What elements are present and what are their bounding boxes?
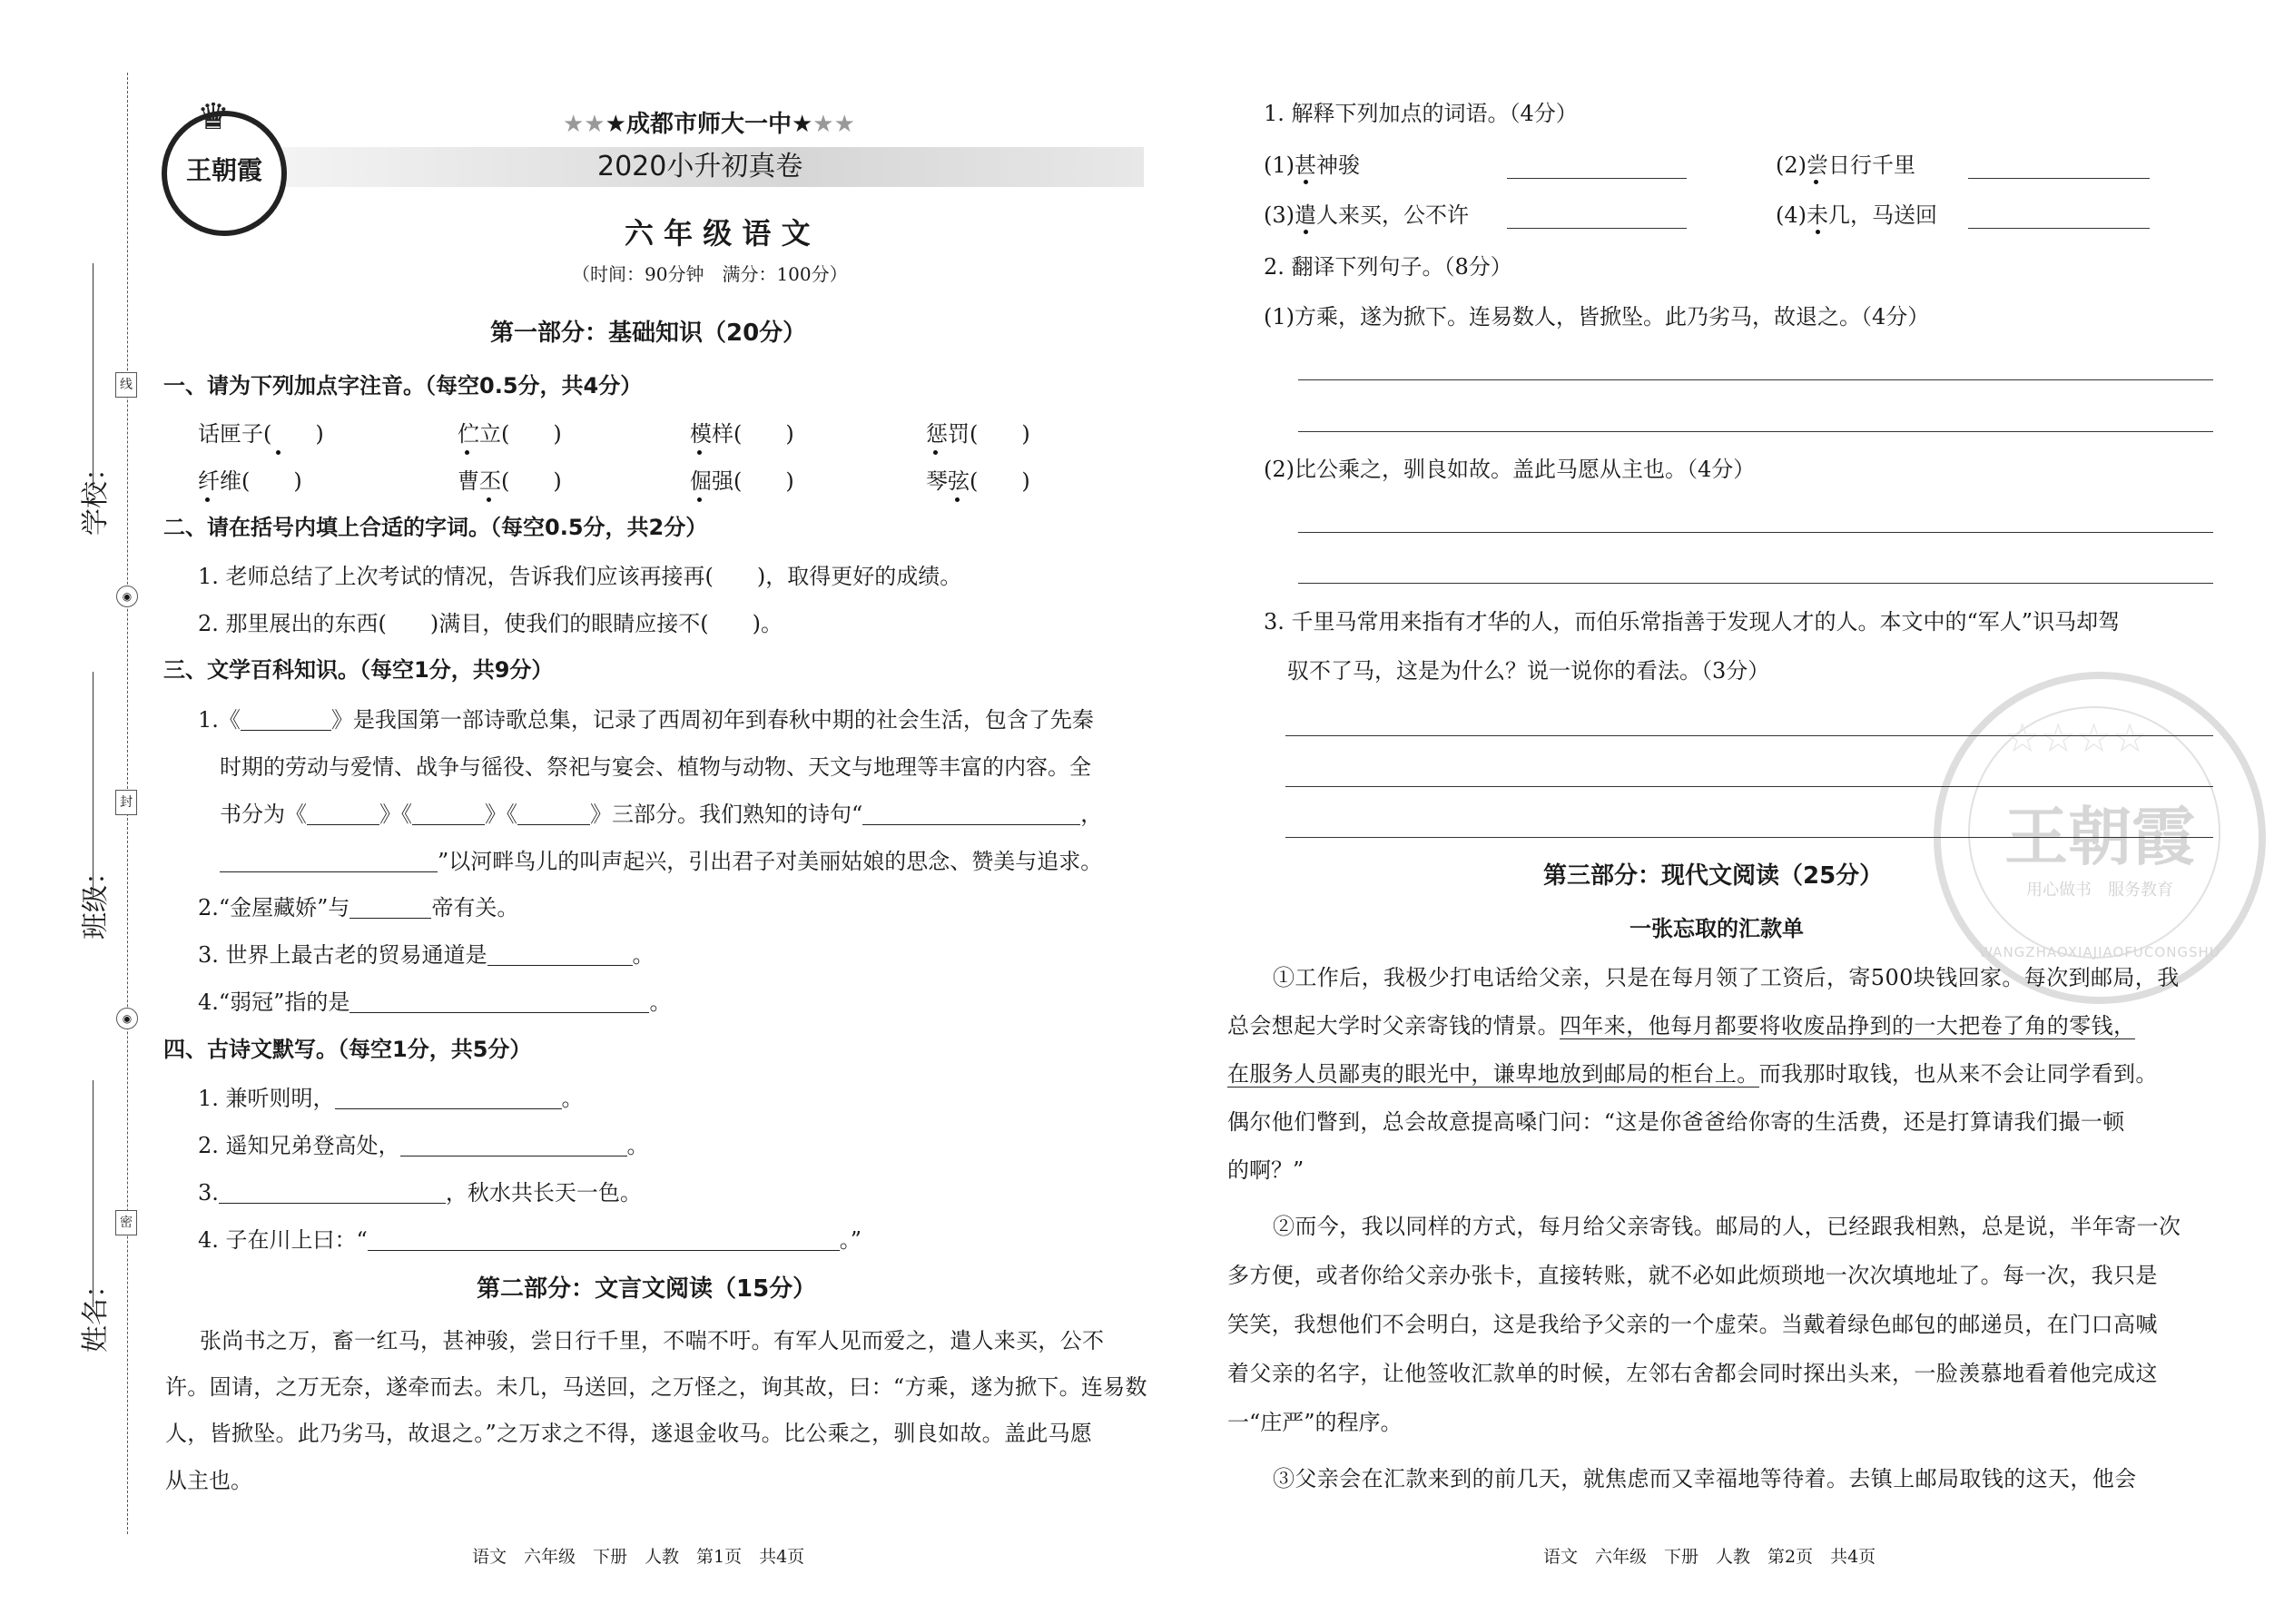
emphasis-dot [465, 450, 469, 455]
article-line: ②而今，我以同样的方式，每月给父亲寄钱。邮局的人，已经跟我相熟，总是说，半年寄一次 [1273, 1214, 2181, 1239]
star-icon: ★★ [812, 111, 855, 138]
part3-title: 第三部分：现代文阅读（25分） [1543, 862, 1884, 890]
part1-title: 第一部分：基础知识（20分） [490, 320, 807, 347]
r-q3-line: 驭不了马，这是为什么？说一说你的看法。（3分） [1287, 658, 1770, 684]
answer-line[interactable] [1507, 228, 1687, 229]
answer-line[interactable] [1298, 431, 2213, 432]
q3-line: 1.《 》是我国第一部诗歌总集，记录了西周初年到春秋中期的社会生活，包含了先秦 [198, 707, 1094, 733]
answer-line[interactable] [1285, 837, 2213, 838]
q2-item: 2. 那里展出的东西( )满目，使我们的眼睛应接不( )。 [198, 611, 783, 636]
answer-blank[interactable] [350, 898, 431, 919]
subject-title: 六 年 级 语 文 [625, 216, 811, 251]
answer-blank[interactable] [241, 710, 331, 731]
school-label: 学校： [80, 454, 112, 536]
q4-title: 四、古诗文默写。（每空1分，共5分） [163, 1037, 532, 1062]
r-q1-d: (4)未几，马送回 [1776, 202, 1937, 228]
article-line: 偶尔他们瞥到，总会故意提高嗓门问：“这是你爸爸给你寄的生活费，还是打算请我们撮一顿 [1227, 1109, 2125, 1135]
school-field[interactable] [93, 263, 94, 490]
answer-blank[interactable] [335, 1088, 562, 1109]
q2-item: 1. 老师总结了上次考试的情况，告诉我们应该再接再( )，取得更好的成绩。 [198, 564, 962, 589]
emphasis-dot [487, 497, 491, 502]
star-icon: ★ [605, 111, 626, 138]
q4-item: 1. 兼听则明， 。 [198, 1086, 584, 1111]
exam-time: （时间：90分钟 满分：100分） [572, 263, 848, 285]
emphasis-dot [276, 450, 281, 455]
q3-item: 3. 世界上最古老的贸易通道是 。 [198, 942, 655, 968]
pinyin-item: 曹丕( ) [458, 468, 562, 494]
logo-text: 王朝霞 [185, 155, 262, 185]
footer-left: 语文 六年级 下册 人教 第1页 共4页 [472, 1547, 805, 1567]
seal-mark-line: 线 [115, 372, 137, 398]
answer-line[interactable] [1298, 583, 2213, 584]
pinyin-item: 伫立( ) [458, 421, 562, 447]
r-q2-s1: (1)方乘，遂为掀下。连易数人，皆掀坠。此乃劣马，故退之。（4分） [1264, 304, 1930, 330]
answer-blank[interactable] [487, 945, 633, 966]
pinyin-item: 琴弦( ) [926, 468, 1030, 494]
article-title: 一张忘取的汇款单 [1629, 916, 1804, 941]
answer-blank[interactable] [400, 1136, 627, 1156]
classical-text-line: 从主也。 [165, 1468, 252, 1493]
pinyin-item: 惩罚( ) [926, 421, 1030, 447]
answer-line[interactable] [1507, 178, 1687, 179]
answer-blank[interactable] [220, 851, 438, 872]
crown-icon: ♛ [197, 96, 230, 138]
q1-title: 一、请为下列加点字注音。（每空0.5分，共4分） [163, 373, 643, 399]
name-label: 姓名： [80, 1271, 112, 1353]
emphasis-dot [697, 497, 702, 502]
emphasis-dot [1304, 230, 1308, 234]
q2-title: 二、请在括号内填上合适的字词。（每空0.5分，共2分） [163, 515, 708, 540]
q4-item: 3. ，秋水共长天一色。 [198, 1180, 642, 1206]
school-title: ★★★成都市师大一中★★★ [563, 111, 855, 138]
watermark-name: 王朝霞 [2004, 799, 2195, 874]
binding-hole-icon: ◉ [116, 586, 138, 607]
r-q1-title: 1. 解释下列加点的词语。（4分） [1264, 101, 1578, 126]
underlined-sentence: 四年来，他每月都要将收废品挣到的一大把卷了角的零钱， [1560, 1013, 2136, 1038]
q4-item: 2. 遥知兄弟登高处， 。 [198, 1133, 649, 1158]
article-line: 一“庄严”的程序。 [1227, 1410, 1403, 1435]
article-line: 着父亲的名字，让他签收汇款单的时候，左邻右舍都会同时探出头来，一脸羡慕地看着他完成这 [1227, 1361, 2158, 1386]
answer-blank[interactable] [517, 804, 590, 825]
r-q3-line: 3. 千里马常用来指有才华的人，而伯乐常指善于发现人才的人。本文中的“军人”识马却驾 [1264, 609, 2121, 635]
article-line: 总会想起大学时父亲寄钱的情景。四年来，他每月都要将收废品挣到的一大把卷了角的零钱， [1227, 1013, 2136, 1038]
answer-blank[interactable] [307, 804, 379, 825]
class-field[interactable] [93, 672, 94, 899]
r-q1-b: (2)尝日行千里 [1776, 153, 1915, 178]
emphasis-dot [933, 450, 938, 455]
seal-mark-secret: 密 [115, 1210, 137, 1235]
answer-line[interactable] [1298, 532, 2213, 533]
answer-blank[interactable] [219, 1183, 446, 1204]
answer-line[interactable] [1968, 228, 2150, 229]
logo-seal [162, 96, 287, 236]
q4-item: 4. 子在川上曰：“ 。” [198, 1227, 862, 1253]
article-line: 多方便，或者你给父亲办张卡，直接转账，就不必如此烦琐地一次次填地址了。每一次，我只是 [1227, 1263, 2158, 1288]
answer-line[interactable] [1968, 178, 2150, 179]
watermark-slogan: 用心做书 服务教育 [2026, 881, 2173, 900]
emphasis-dot [1816, 230, 1820, 234]
article-line: 笑笑，我想他们不会明白，这是我给予父亲的一个虚荣。当戴着绿色邮包的邮递员，在门口高喊 [1227, 1312, 2158, 1337]
q3-line: ”以河畔鸟儿的叫声起兴，引出君子对美丽姑娘的思念、赞美与追求。 [220, 848, 1102, 875]
answer-blank[interactable] [368, 1230, 840, 1251]
star-icon: ★ [791, 111, 813, 138]
name-field[interactable] [93, 1080, 94, 1307]
emphasis-dot [955, 497, 960, 502]
classical-text-line: 许。固请，之万无奈，遂牵而去。未几，马送回，之万怪之，询其故，曰：“方乘，遂为掀下。连易数 [165, 1374, 1147, 1400]
answer-line[interactable] [1285, 735, 2213, 736]
seal-mark-seal: 封 [115, 790, 137, 815]
article-line: ③父亲会在汇款来到的前几天，就焦虑而又幸福地等待着。去镇上邮局取钱的这天，他会 [1273, 1466, 2137, 1491]
q3-line: 书分为《 》《 》《 》三部分。我们熟知的诗句“ ， [220, 802, 1103, 827]
emphasis-dot [697, 450, 702, 455]
r-q2-s2: (2)比公乘之，驯良如故。盖此马愿从主也。（4分） [1264, 457, 1756, 482]
part2-title: 第二部分：文言文阅读（15分） [477, 1275, 817, 1303]
classical-text-line: 张尚书之万，畜一红马，甚神骏，尝日行千里，不喘不吁。有军人见而爱之，遣人来买，公不 [200, 1328, 1105, 1353]
q3-line: 时期的劳动与爱情、战争与徭役、祭祀与宴会、植物与动物、天文与地理等丰富的内容。全 [220, 754, 1091, 780]
class-label: 班级： [80, 858, 112, 940]
star-icon: ★★ [563, 111, 605, 138]
watermark-seal [1934, 672, 2266, 1004]
emphasis-dot [1304, 180, 1308, 184]
article-line: 在服务人员鄙夷的眼光中，谦卑地放到邮局的柜台上。而我那时取钱，也从来不会让同学看到。 [1227, 1061, 2158, 1087]
q3-item: 2.“金屋藏娇”与 帝有关。 [198, 895, 519, 920]
pinyin-item: 话匣子( ) [198, 421, 324, 447]
classical-text-line: 人，皆掀坠。此乃劣马，故退之。”之万求之不得，遂退金收马。比公乘之，驯良如故。盖此马愿 [165, 1421, 1093, 1446]
exam-title: 2020小升初真卷 [597, 151, 803, 182]
article-line: 的啊？” [1227, 1157, 1305, 1183]
answer-blank[interactable] [412, 804, 485, 825]
answer-blank[interactable] [350, 992, 649, 1013]
q3-title: 三、文学百科知识。（每空1分，共9分） [163, 657, 554, 683]
footer-right: 语文 六年级 下册 人教 第2页 共4页 [1543, 1547, 1876, 1567]
watermark-ring-text: WANGZHAOXIAJIAOFUCONGSHU [1979, 944, 2220, 960]
binding-hole-icon: ◉ [116, 1008, 138, 1029]
r-q2-title: 2. 翻译下列句子。（8分） [1264, 254, 1512, 280]
underlined-sentence: 在服务人员鄙夷的眼光中，谦卑地放到邮局的柜台上。 [1227, 1061, 1759, 1087]
answer-blank[interactable] [862, 804, 1080, 825]
answer-line[interactable] [1285, 786, 2213, 787]
emphasis-dot [205, 497, 210, 502]
r-q1-a: (1)甚神骏 [1264, 153, 1360, 178]
answer-line[interactable] [1298, 379, 2213, 380]
pinyin-item: 倔强( ) [690, 468, 794, 494]
watermark-star-icon: ☆☆☆☆ [2004, 715, 2148, 762]
pinyin-item: 纤维( ) [198, 468, 302, 494]
r-q1-c: (3)遣人来买，公不许 [1264, 202, 1469, 228]
q3-item: 4.“弱冠”指的是 。 [198, 989, 672, 1015]
article-line: ①工作后，我极少打电话给父亲，只是在每月领了工资后，寄500块钱回家。每次到邮局，我 [1273, 965, 2180, 990]
pinyin-item: 模样( ) [690, 421, 794, 447]
emphasis-dot [1814, 180, 1818, 184]
